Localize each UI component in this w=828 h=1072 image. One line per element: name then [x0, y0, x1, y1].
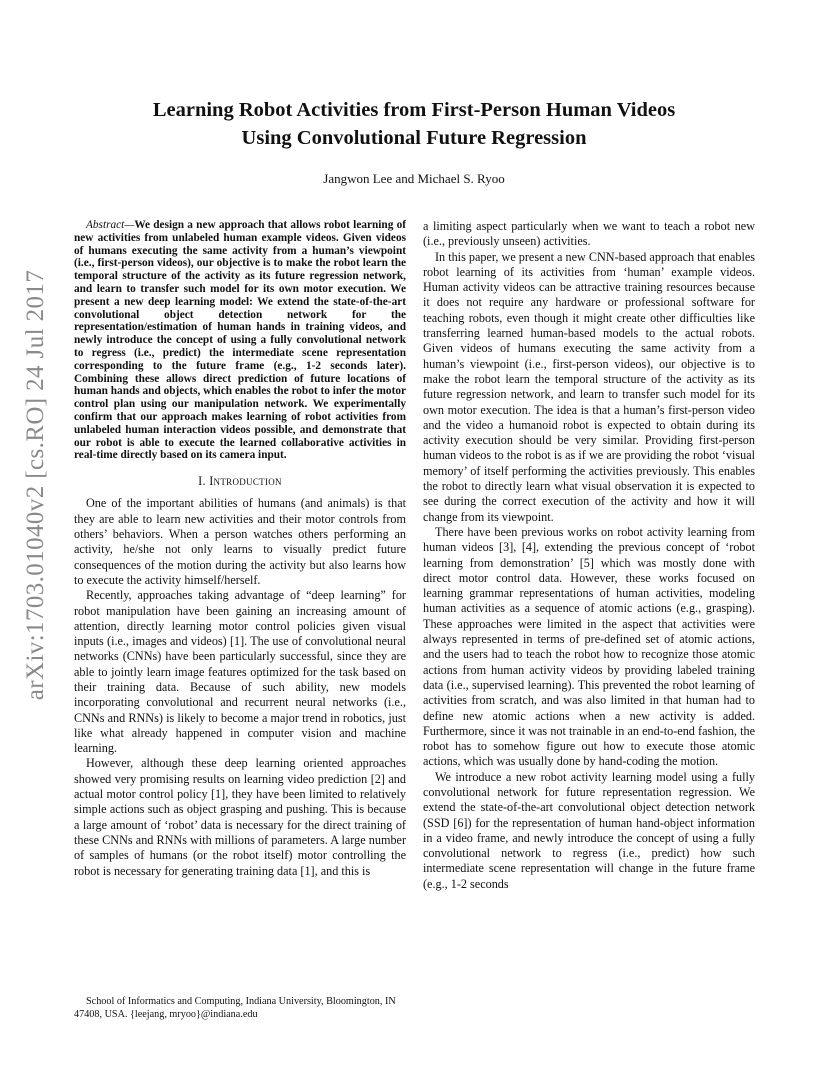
abstract-label: Abstract: [86, 219, 125, 231]
title-line-1: Learning Robot Activities from First-Person Human Videos: [152, 99, 676, 121]
title-line-2: Using Convolutional Future Regression: [241, 127, 587, 149]
left-column: [74, 219, 406, 879]
right-paragraph-3: There have been previous works on robot activity learning from human videos [3], [4], extending the previous concept of ‘robot learning from demonstration’ [5] which was mostly done with direct motor control data. However, these works focused on learning grammar representations of human activities, modeling human activities as a sequence of atomic actions (e.g., grasping). These approaches were limited in the aspect that activities were always represented in terms of pre-defined set of atomic actions, and the users had to teach the robot how to recognize those atomic actions from human activity videos by providing labeled training data (i.e., supervised learning). This prevented the robot learning of activities from scratch, and was also limited in that human had to define new atomic actions when a new activity is added. Furthermore, since it was not trainable in an end-to-end fashion, the robot has to somehow figure out how to execute those atomic actions, which was usually done by hand-coding the motion.: [423, 524, 755, 769]
authors: Jangwon Lee and Michael S. Ryoo: [323, 171, 505, 186]
footnote-affiliation: School of Informatics and Computing, Indiana University, Bloomington, IN 47408, USA. {leejang, mryoo}@indiana.edu: [74, 996, 396, 1020]
right-paragraph-1: a limiting aspect particularly when we want to teach a robot new (i.e., previously unseen) activities.: [423, 219, 755, 249]
arxiv-stamp: [22, 269, 49, 701]
abstract-dash: —: [124, 219, 135, 231]
paper-title: [0, 96, 828, 152]
left-paragraph-1: One of the important abilities of humans (and animals) is that they are able to learn new activities and their motor controls from others’ behaviors. When a person watches others performing an activity, he/she not only learns to visually predict future consequences of the motion during the activity but also learns how to execute the activity himself/herself.: [74, 496, 406, 587]
left-paragraph-2: Recently, approaches taking advantage of “deep learning” for robot manipulation have been gaining an increasing amount of attention, directly learning motor control policies given visual inputs (i.e., images and videos) [1]. The use of convolutional neural networks (CNNs) have been particularly successful, since they are able to jointly learn image features optimized for the task based on their training data. Because of such ability, new models incorporating convolutional and recurrent neural networks (i.e., CNNs and RNNs) is likely to become a major trend in robotics, just like what already happened in computer vision and machine learning.: [74, 588, 406, 756]
left-paragraph-3: However, although these deep learning oriented approaches showed very promising results on learning video prediction [2] and actual motor control policy [1], they have been limited to relatively simple actions such as object grasping and pushing. This is because a large amount of ‘robot’ data is necessary for the direct training of these CNNs and RNNs with millions of parameters. A large number of samples of humans (or the robot itself) motor controlling the robot is necessary for generating training data [1], and this is: [74, 756, 406, 878]
abstract-text: We design a new approach that allows robot learning of new activities from unlabeled human example videos. Given videos of humans executing the same activity from a human’s viewpoint (i.e., first-person videos), our objective is to make the robot learn the temporal structure of the activity as its future regression network, and learn to transfer such model for its own motor execution. We present a new deep learning model: We extend the state-of-the-art convolutional object detection network for the representation/estimation of human hands in training videos, and newly introduce the concept of using a fully convolutional network to regress (i.e., predict) the intermediate scene representation corresponding to the future frame (e.g., 1-2 seconds later). Combining these allows direct prediction of future locations of human hands and objects, which enables the robot to infer the motor control plan using our manipulation network. We experimentally confirm that our approach makes learning of robot activities from unlabeled human interaction videos possible, and demonstrate that our robot is able to execute the learned collaborative activities in real-time directly based on its camera input.: [74, 219, 406, 462]
abstract: [74, 219, 406, 462]
right-paragraph-2: In this paper, we present a new CNN-based approach that enables robot learning of its activities from ‘human’ example videos. Human activity videos can be attractive training resources because it does not require any hardware or professional software for teaching robots, even though it might create other difficulties like transferring learned human-based models to the actual robots. Given videos of humans executing the same activity from a human’s viewpoint (i.e., first-person videos), our objective is to make the robot learn the temporal structure of the activity as its future regression network, and learn to transfer such model for its own motor execution. The idea is that a human’s first-person video and the video a humanoid robot is expected to obtain during its activity execution should be very similar. Providing first-person human videos to the robot is as if we are providing the robot ‘visual memory’ of itself performing the activities previously. This enables the robot to directly learn what visual observation it is expected to see during the correct execution of the activity and how it will change from its viewpoint.: [423, 249, 755, 524]
section-heading-introduction: I. Introduction: [198, 474, 282, 489]
right-column: [423, 219, 755, 892]
right-paragraph-4: We introduce a new robot activity learning model using a fully convolutional network for future representation regression. We extend the state-of-the-art convolutional object detection network (SSD [6]) for the representation of human hand-object information in a video frame, and newly introduce the concept of using a fully convolutional network to regress (i.e., predict) how such intermediate scene representation will change in the future frame (e.g., 1-2 seconds: [423, 769, 755, 891]
arxiv-stamp-text: arXiv:1703.01040v2 [cs.RO] 24 Jul 2017: [22, 269, 49, 701]
